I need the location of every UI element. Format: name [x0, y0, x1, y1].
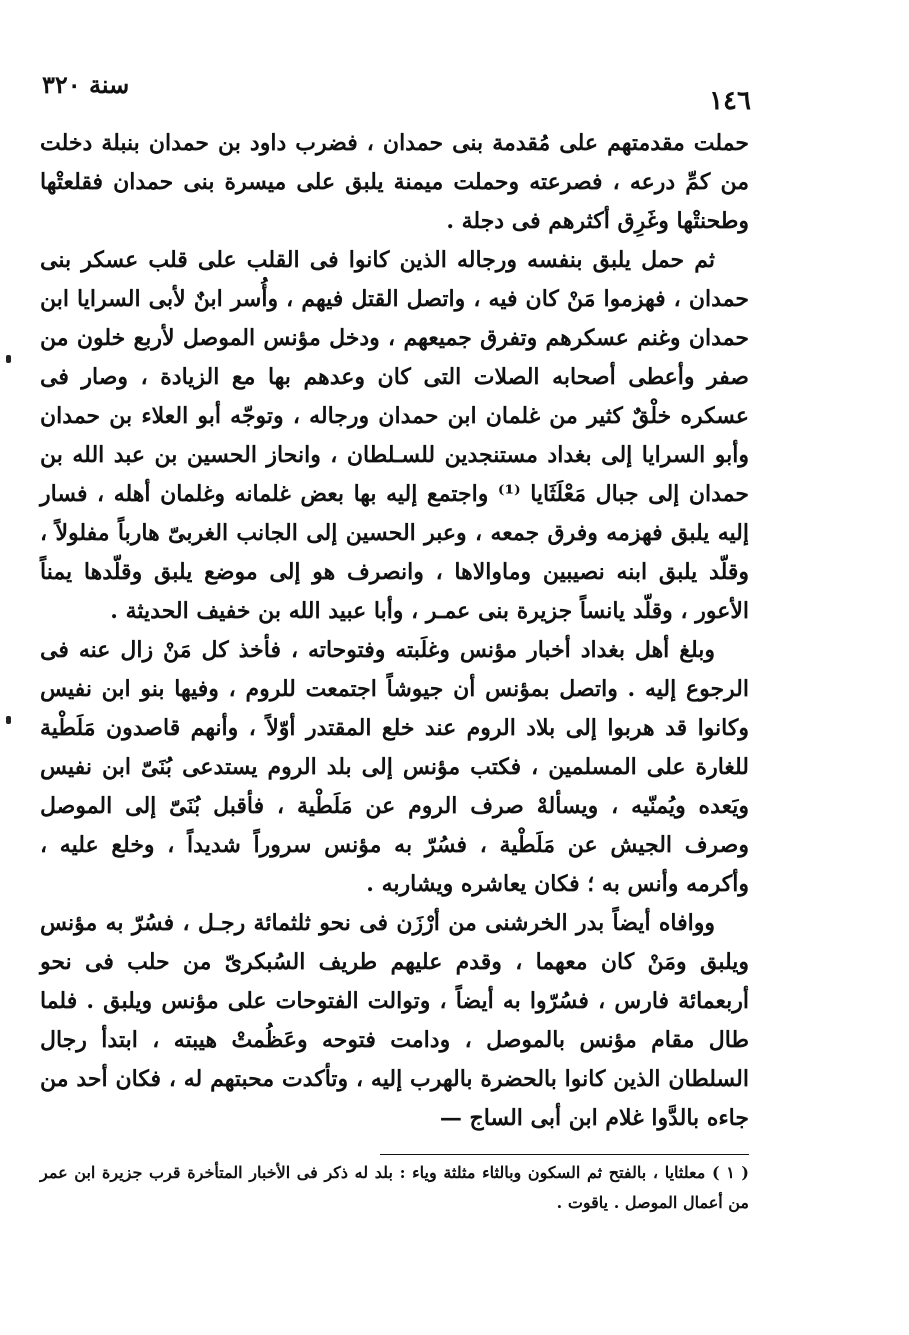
paragraph-4: ووافاه أيضاً بدر الخرشنى من أرْزَن فى نحو ثلثمائة رجـل ، فسُرّ به مؤنس ويلبق ومَنْ كان معهما ، وقدم عليهم طريف السُبكرىّ من حلب فى نحو أربعمائة فارس ، فسُرّوا به أيضاً ، وتوالت الفتوحات على مؤنس ويلبق . فلما طال مقام مؤنس بالموصل ، ودامت فتوحه وعَظُمتْ هيبته ، ابتدأ رجال السلطان الذين كانوا بالحضرة بالهرب إليه ، وتأكدت محبتهم له ، فكان أحد من جاءه بالدَّوا غلام ابن أبى الساج — [40, 910, 749, 1131]
page-number: ١٤٦ [709, 86, 751, 116]
running-head-year: سنة ٣٢٠ [42, 70, 130, 99]
paragraph-2: ثم حمل يلبق بنفسه ورجاله الذين كانوا فى القلب على قلب عسكر بنى حمدان ، فهزموا مَنْ كان فيه ، واتصل القتل فيهم ، وأُسر ابنٌ لأبى السرايا ابن حمدان وغنم عسكرهم وتفرق جميعهم ، ودخل مؤنس الموصل لأربع خلون من صفر وأعطى أصحابه الصلات التى كان وعدهم بها مع الزيادة ، وصار فى عسكره خلْقٌ كثير من غلمان ابن حمدان ورجاله ، وتوجّه أبو العلاء بن حمدان وأبو السرايا إلى بغداد مستنجدين للسـلطان ، وانحاز الحسين بن عبد الله بن حمدان إلى جبال مَعْلَثَايا ⁽¹⁾ واجتمع إليه بها بعض غلمانه وغلمان أهله ، فسار إليه يلبق فهزمه وفرق جمعه ، وعبر الحسين إلى الجانب الغربىّ هارباً مفلولاً ، وقلّد يلبق ابنه نصيبين وماوالاها ، وانصرف هو إلى موضع يلبق وقلّدها يمناً الأعور ، وقلّد يانساً جزيرة بنى عمـر ، وأبا عبيد الله بن خفيف الحديثة . [40, 247, 749, 624]
margin-mark [6, 716, 11, 724]
paragraph-1: حملت مقدمتهم على مُقدمة بنى حمدان ، فضرب داود بن حمدان بنبلة دخلت من كمِّ درعه ، فصرعته وحملت ميمنة يلبق على ميسرة بنى حمدان فقلعتْها وطحنتْها وغَرِق أكثرهم فى دجلة . [40, 130, 749, 234]
paragraph-3: وبلغ أهل بغداد أخبار مؤنس وغلَبته وفتوحاته ، فأخذ كل مَنْ زال عنه فى الرجوع إليه . واتصل بمؤنس أن جيوشاً اجتمعت للروم ، وفيها بنو ابن نفيس وكانوا قد هربوا إلى بلاد الروم عند خلع المقتدر أوّلاً ، وأنهم قاصدون مَلَطْية للغارة على المسلمين ، فكتب مؤنس إلى بلد الروم يستدعى بُنَىّ ابن نفيس ويَعده ويُمنّيه ، ويسألهْ صرف الروم عن مَلَطْية ، فأقبل بُنَىّ إلى الموصل وصرف الجيش عن مَلَطْية ، فسُرّ به مؤنس سروراً شديداً ، وخلع عليه ، وأكرمه وأنس به ؛ فكان يعاشره ويشاربه . [40, 637, 749, 897]
footnote: ( ١ ) معلثايا ، بالفتح ثم السكون وبالثاء مثلثة وياء : بلد له ذكر فى الأخبار المتأخرة قرب جزيرة ابن عمر من أعمال الموصل . ياقوت . [40, 1163, 750, 1212]
margin-mark [6, 355, 11, 363]
footnote-separator [380, 1154, 749, 1155]
main-text [40, 124, 749, 1138]
